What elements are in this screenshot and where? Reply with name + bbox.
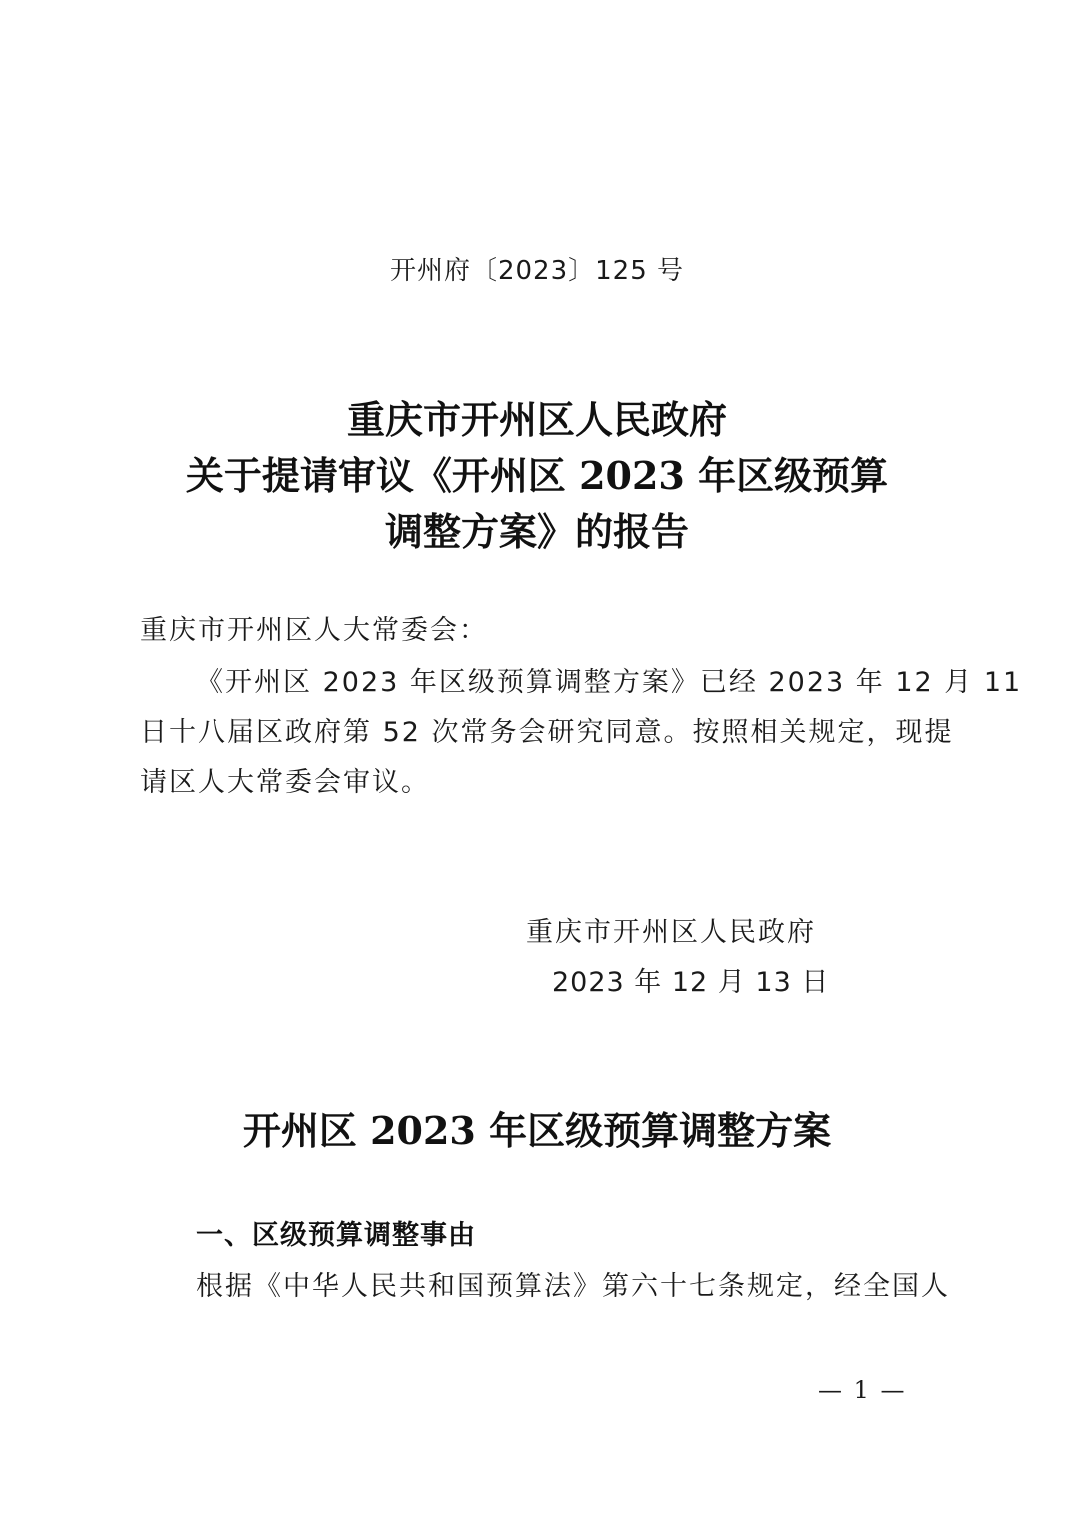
signature-organization: 重庆市开州区人民政府 — [526, 917, 816, 948]
body-paragraph-line-1: 《开州区 2023 年区级预算调整方案》已经 2023 年 12 月 11 — [196, 667, 1023, 698]
report-title — [0, 392, 1074, 560]
report-title-line-1: 重庆市开州区人民政府 — [346, 397, 727, 442]
section-heading-1: 一、区级预算调整事由 — [196, 1220, 476, 1251]
plan-title: 开州区 2023 年区级预算调整方案 — [242, 1108, 832, 1153]
addressee: 重庆市开州区人大常委会： — [140, 615, 488, 646]
report-title-line-3: 调整方案》的报告 — [384, 509, 689, 554]
document-number: 开州府〔2023〕125 号 — [389, 256, 685, 286]
section-text-1: 根据《中华人民共和国预算法》第六十七条规定，经全国人 — [196, 1271, 950, 1302]
signature-date: 2023 年 12 月 13 日 — [552, 967, 830, 998]
report-title-line-2: 关于提请审议《开州区 2023 年区级预算 — [185, 453, 889, 498]
page-number: — 1 — — [818, 1376, 907, 1404]
body-paragraph-line-3: 请区人大常委会审议。 — [140, 767, 430, 798]
body-paragraph-line-2: 日十八届区政府第 52 次常务会研究同意。按照相关规定，现提 — [140, 717, 954, 748]
